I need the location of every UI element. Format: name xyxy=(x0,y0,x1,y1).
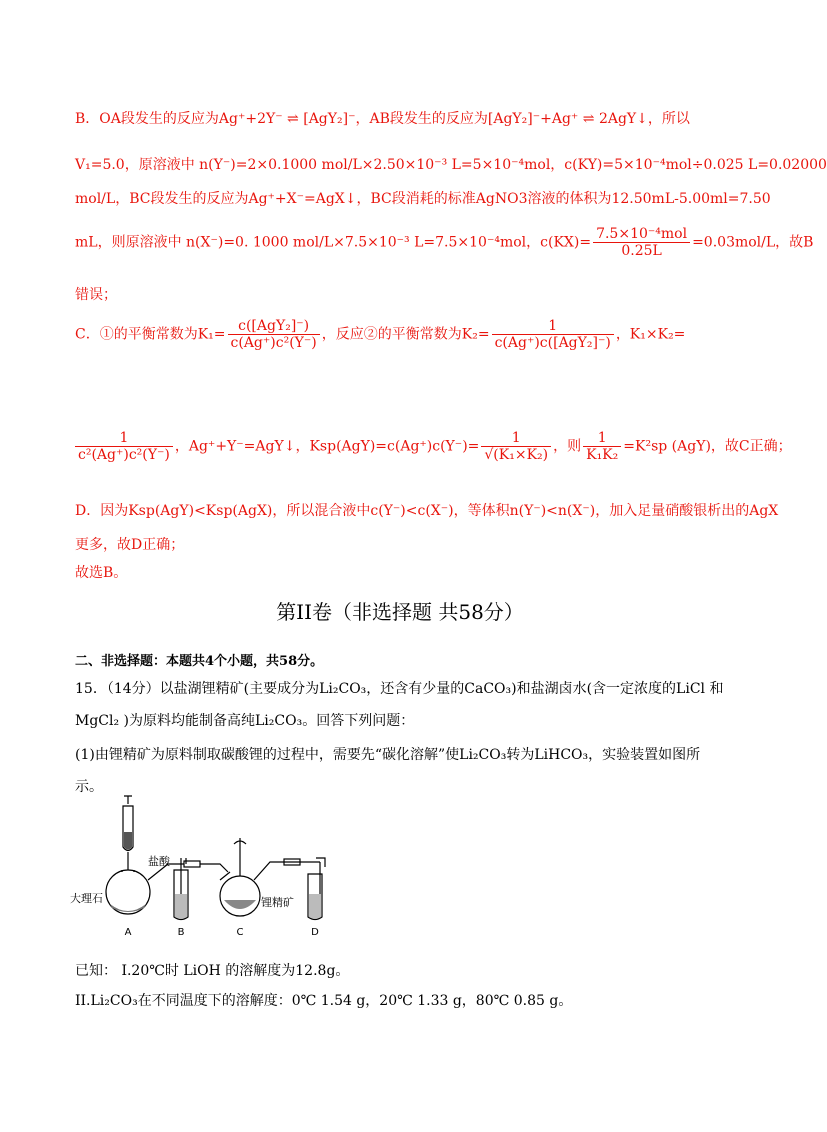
known-line-2: II.Li₂CO₃在不同温度下的溶解度：0℃ 1.54 g，20℃ 1.33 g，80℃ 0.85 g。 xyxy=(75,993,573,1009)
k1-numerator: c([AgY₂]⁻) xyxy=(228,318,320,335)
ckx-fraction xyxy=(593,226,690,259)
q15-line-3: (1)由锂精矿为原料制取碳酸锂的过程中，需要先“碳化溶解”使Li₂CO₃转为LiHCO₃，实验装置如图所 xyxy=(75,747,701,763)
option-d-line-2: 更多，故D正确； xyxy=(75,537,185,553)
q15-line-2: MgCl₂ )为原料均能制备高纯Li₂CO₃。回答下列问题： xyxy=(75,713,415,729)
label-d: D xyxy=(311,927,319,938)
k1-fraction xyxy=(228,318,320,351)
product-numerator: 1 xyxy=(75,430,173,447)
ore-label: 锂精矿 xyxy=(261,896,294,909)
sqrt-numerator: 1 xyxy=(481,430,551,447)
option-c-k1-text: C．①的平衡常数为K₁= xyxy=(75,326,226,343)
section-header: 二、非选择题：本题共4个小题，共58分。 xyxy=(75,654,324,669)
section-title: 第II卷（非选择题 共58分） xyxy=(276,600,524,624)
option-b-line-1: B．OA段发生的反应为Ag⁺+2Y⁻ ⇌ [AgY₂]⁻，AB段发生的反应为[AgY₂]⁻+Ag⁺ ⇌ 2AgY↓，所以 xyxy=(75,111,690,127)
option-b-line-3: mol/L，BC段发生的反应为Ag⁺+X⁻=AgX↓，BC段消耗的标准AgNO3溶液的体积为12.50mL-5.00ml=7.50 xyxy=(75,191,771,207)
option-b-line-2: V₁=5.0，原溶液中 n(Y⁻)=2×0.1000 mol/L×2.50×10⁻³ L=5×10⁻⁴mol，c(KY)=5×10⁻⁴mol÷0.025 L=0.02000 xyxy=(75,157,827,173)
k2-numerator: 1 xyxy=(492,318,614,335)
product-denominator: c²(Ag⁺)c²(Y⁻) xyxy=(78,447,170,463)
kk-numerator: 1 xyxy=(583,430,621,447)
option-c-line-1 xyxy=(75,318,685,351)
option-b-line-4 xyxy=(75,226,813,259)
known-line-1: 已知： I.20℃时 LiOH 的溶解度为12.8g。 xyxy=(75,963,350,979)
kk-denominator: K₁K₂ xyxy=(586,447,619,463)
q15-line-1: 15．（14分）以盐湖锂精矿(主要成分为Li₂CO₃，还含有少量的CaCO₃)和盐湖卤水(含一定浓度的LiCl 和 xyxy=(75,681,724,697)
k2-fraction xyxy=(492,318,614,351)
ckx-denominator: 0.25L xyxy=(621,243,662,259)
product-fraction xyxy=(75,430,173,463)
marble-label: 大理石 xyxy=(70,892,103,905)
hcl-label: 盐酸 xyxy=(148,855,170,868)
sqrt-denominator: √(K₁×K₂) xyxy=(484,447,549,463)
k2-denominator: c(Ag⁺)c([AgY₂]⁻) xyxy=(494,335,611,351)
option-b-line-5: 错误； xyxy=(75,287,117,303)
k1-denominator: c(Ag⁺)c²(Y⁻) xyxy=(230,335,317,351)
ckx-numerator: 7.5×10⁻⁴mol xyxy=(593,226,690,243)
option-c-line-2 xyxy=(75,430,792,463)
label-b: B xyxy=(177,927,185,938)
option-b-line-4-result: =0.03mol/L，故B xyxy=(692,234,814,251)
sqrt-fraction xyxy=(481,430,551,463)
answer-line: 故选B。 xyxy=(75,565,128,581)
option-c-ksp-text: ，Ag⁺+Y⁻=AgY↓，Ksp(AgY)=c(Ag⁺)c(Y⁻)= xyxy=(174,438,480,455)
label-a: A xyxy=(124,927,132,938)
option-d-line-1: D．因为Ksp(AgY)<Ksp(AgX)，所以混合液中c(Y⁻)<c(X⁻)，等体积n(Y⁻)<n(X⁻)，加入足量硝酸银析出的AgX xyxy=(75,503,779,519)
option-c-then-text: ，则 xyxy=(553,438,582,455)
option-b-line-4-text: mL，则原溶液中 n(X⁻)=0. 1000 mol/L×7.5×10⁻³ L=7.5×10⁻⁴mol，c(KX)= xyxy=(75,234,592,251)
option-c-product-text: ，K₁×K₂= xyxy=(615,326,686,343)
kk-fraction xyxy=(583,430,621,463)
label-c: C xyxy=(236,927,244,938)
option-c-conclusion: =K²sp (AgY)，故C正确； xyxy=(623,438,792,455)
option-c-k2-text: ，反应②的平衡常数为K₂= xyxy=(321,326,490,343)
q15-line-4: 示。 xyxy=(75,779,103,795)
apparatus-figure xyxy=(70,792,340,937)
